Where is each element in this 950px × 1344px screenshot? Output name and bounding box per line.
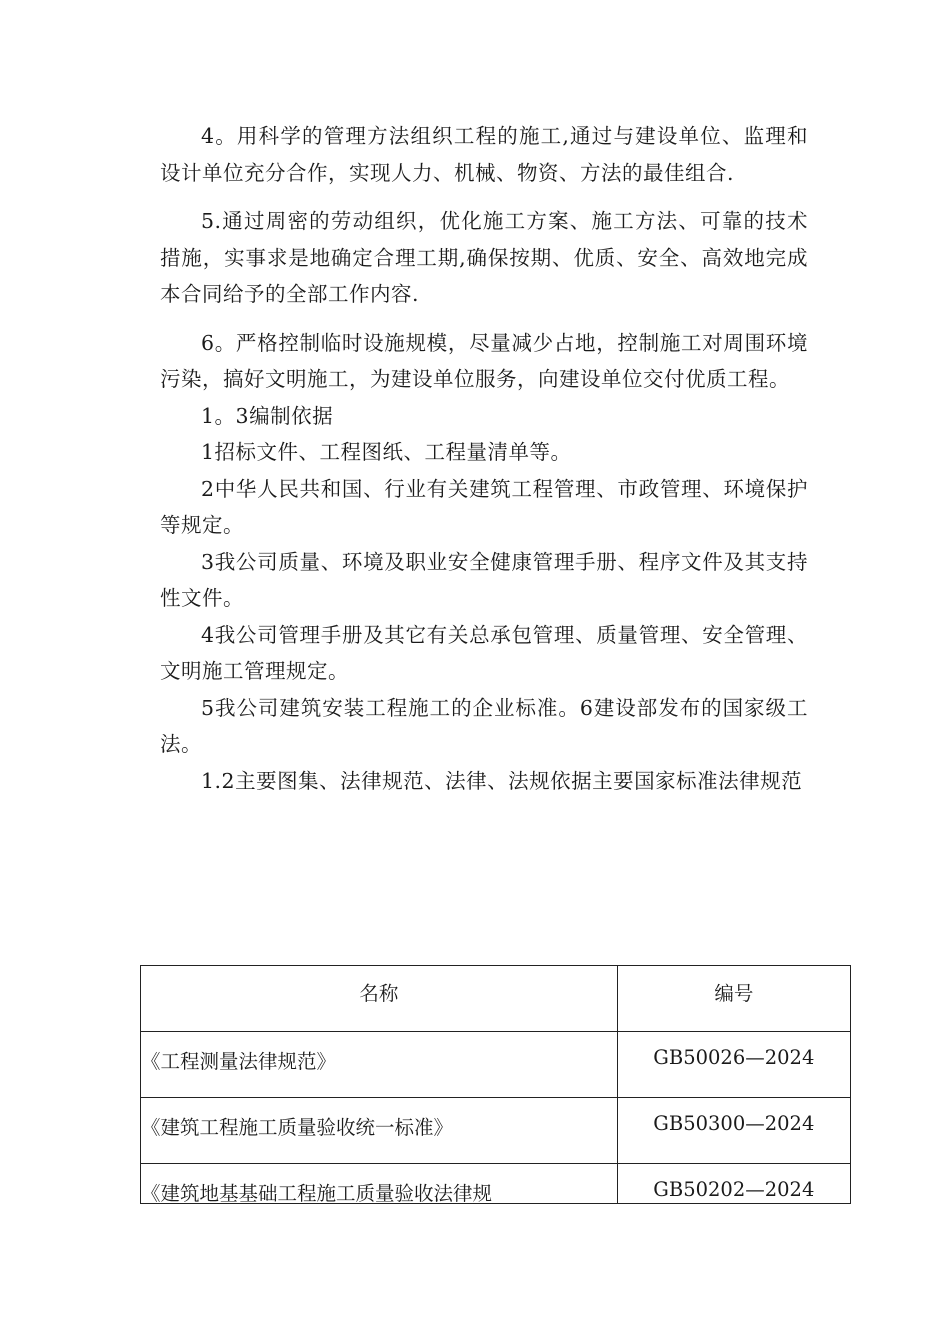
standard-name: 《工程测量法律规范》	[141, 1032, 618, 1098]
document-body	[160, 118, 808, 799]
header-name: 名称	[141, 966, 618, 1032]
basis-item-2: 2中华人民共和国、行业有关建筑工程管理、市政管理、环境保护等规定。	[160, 476, 808, 537]
standard-code: GB50300—2024	[617, 1098, 850, 1164]
header-code: 编号	[617, 966, 850, 1032]
standard-code: GB50026—2024	[617, 1032, 850, 1098]
paragraph-6: 6。严格控制临时设施规模，尽量减少占地，控制施工对周围环境污染，搞好文明施工，为建设单位服务，向建设单位交付优质工程。	[160, 330, 808, 391]
standards-table	[140, 965, 851, 1204]
standard-name: 《建筑地基基础工程施工质量验收法律规	[141, 1164, 618, 1205]
standard-name: 《建筑工程施工质量验收统一标准》	[141, 1098, 618, 1164]
standards-table-container	[140, 965, 851, 1204]
table-header-row	[141, 966, 851, 1032]
standard-code: GB50202—2024	[617, 1164, 850, 1205]
paragraph-4: 4。用科学的管理方法组织工程的施工,通过与建设单位、监理和设计单位充分合作，实现人力、机械、物资、方法的最佳组合.	[160, 124, 808, 185]
section-heading-1-3: 1。3编制依据	[201, 403, 334, 428]
basis-item-4: 4我公司管理手册及其它有关总承包管理、质量管理、安全管理、文明施工管理规定。	[160, 622, 808, 683]
basis-item-5-6: 5我公司建筑安装工程施工的企业标准。6建设部发布的国家级工法。	[160, 695, 808, 756]
table-row	[141, 1098, 851, 1164]
basis-item-3: 3我公司质量、环境及职业安全健康管理手册、程序文件及其支持性文件。	[160, 549, 808, 610]
basis-item-1: 1招标文件、工程图纸、工程量清单等。	[201, 440, 572, 464]
section-heading-1-2: 1.2主要图集、法律规范、法律、法规依据主要国家标准法律规范	[201, 768, 803, 793]
table-row	[141, 1032, 851, 1098]
paragraph-5: 5.通过周密的劳动组织，优化施工方案、施工方法、可靠的技术措施，实事求是地确定合理工期,确保按期、优质、安全、高效地完成本合同给予的全部工作内容.	[160, 209, 808, 306]
table-row	[141, 1164, 851, 1205]
